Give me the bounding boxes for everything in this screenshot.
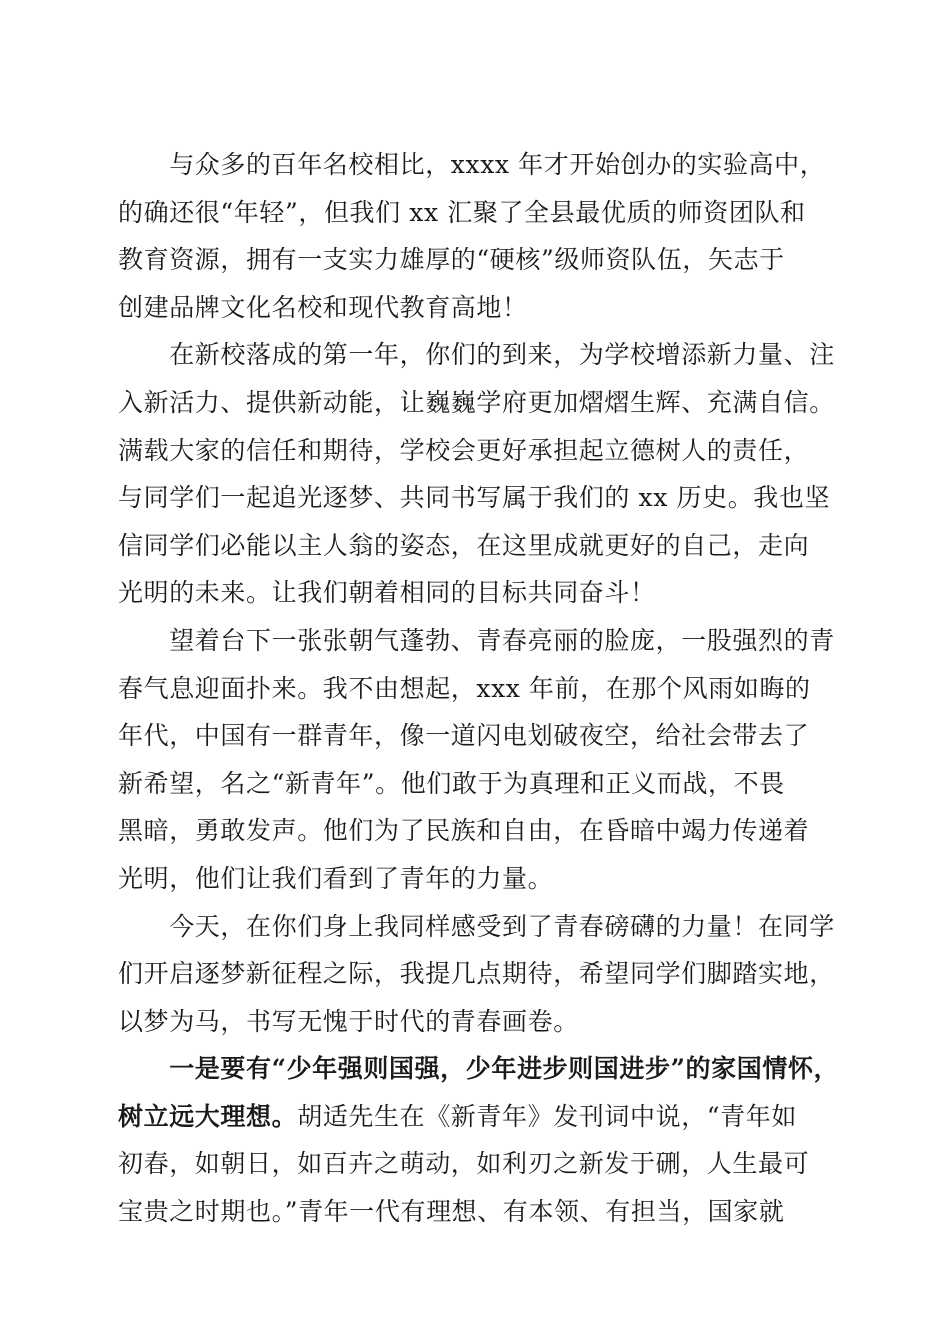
paragraph-5 xyxy=(118,1045,838,1235)
text-line: 黑暗，勇敢发声。他们为了民族和自由，在昏暗中竭力传递着 xyxy=(118,816,810,846)
bold-heading-line: 一是要有“少年强则国强，少年进步则国进步”的家国情怀， xyxy=(118,1054,840,1084)
text-line: 信同学们必能以主人翁的姿态，在这里成就更好的自己，走向 xyxy=(118,530,810,560)
text-line: 望着台下一张张朝气蓬勃、青春亮丽的脸庞，一股强烈的青 xyxy=(118,625,835,655)
text-line: 初春，如朝日，如百卉之萌动，如利刃之新发于硎，人生最可 xyxy=(118,1149,810,1179)
paragraph-1 xyxy=(118,141,838,331)
paragraph-3 xyxy=(118,617,838,903)
text-line: 满载大家的信任和期待，学校会更好承担起立德树人的责任， xyxy=(118,435,810,465)
text-line: 与众多的百年名校相比，xxxx 年才开始创办的实验高中， xyxy=(118,150,826,179)
text-line: 光明，他们让我们看到了青年的力量。 xyxy=(118,863,554,893)
text-line: 在新校落成的第一年，你们的到来，为学校增添新力量、注 xyxy=(118,340,835,370)
document-body xyxy=(118,141,838,1236)
text-line: 与同学们一起追光逐梦、共同书写属于我们的 xx 历史。我也坚 xyxy=(118,483,831,513)
text-line: 以梦为马，书写无愧于时代的青春画卷。 xyxy=(118,1006,579,1036)
text-line: 春气息迎面扑来。我不由想起，xxx 年前，在那个风雨如晦的 xyxy=(118,673,811,703)
paragraph-2 xyxy=(118,331,838,617)
text-line: 光明的未来。让我们朝着相同的目标共同奋斗！ xyxy=(118,578,656,608)
text-line: 年代，中国有一群青年，像一道闪电划破夜空，给社会带去了 xyxy=(118,721,810,751)
text-line: 入新活力、提供新动能，让巍巍学府更加熠熠生辉、充满自信。 xyxy=(118,387,835,417)
text-line: 今天，在你们身上我同样感受到了青春磅礴的力量！在同学 xyxy=(118,911,835,941)
bold-heading-tail: 树立远大理想。 xyxy=(118,1101,298,1131)
text-line: 教育资源，拥有一支实力雄厚的“硬核”级师资队伍，矢志于 xyxy=(118,245,785,275)
paragraph-4 xyxy=(118,903,838,1046)
text-line xyxy=(118,1093,838,1141)
text-line: 创建品牌文化名校和现代教育高地！ xyxy=(118,292,528,322)
text-line: 宝贵之时期也。”青年一代有理想、有本领、有担当，国家就 xyxy=(118,1197,785,1227)
text-line-rest: 胡适先生在《新青年》发刊词中说，“青年如 xyxy=(297,1101,797,1131)
text-line: 们开启逐梦新征程之际，我提几点期待，希望同学们脚踏实地， xyxy=(118,959,835,989)
text-line: 新希望，名之“新青年”。他们敢于为真理和正义而战，不畏 xyxy=(118,768,785,798)
text-line: 的确还很“年轻”，但我们 xx 汇聚了全县最优质的师资团队和 xyxy=(118,197,806,227)
